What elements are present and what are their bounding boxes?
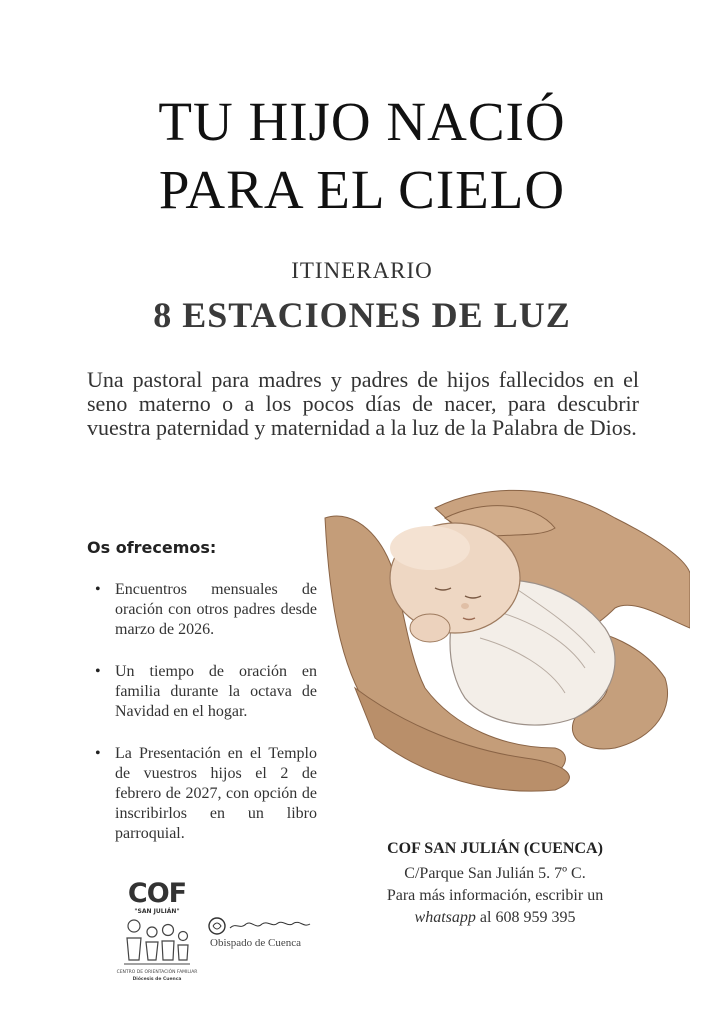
family-figures-icon	[122, 916, 192, 968]
cof-logo-text: COF	[127, 878, 187, 909]
contact-phone-line	[355, 907, 635, 929]
itinerary-heading: 8 ESTACIONES DE LUZ	[153, 295, 571, 335]
contact-info: Para más información, escribir un	[386, 887, 604, 904]
contact-address: C/Parque San Julián 5. 7º C.	[404, 865, 586, 882]
intro-paragraph: Una pastoral para madres y padres de hijos fallecidos en el seno materno o a los pocos días de nacer, para descubrir vuestra paternidad y maternidad a la luz de la Palabra de Dios.	[87, 367, 639, 440]
title-line-2: PARA EL CIELO	[158, 159, 566, 220]
poster-title	[0, 88, 724, 224]
whatsapp-word: whatsapp	[414, 909, 476, 926]
cof-logo-line2: Diócesis de Cuenca	[132, 977, 182, 982]
contact-block	[355, 838, 635, 929]
itinerary-label: ITINERARIO	[291, 258, 433, 283]
offer-item: • La Presentación en el Templo de vuestros hijos el 2 de febrero de 2027, con opción de inscribirlos en un libro parroquial.	[95, 744, 317, 844]
obispado-logo	[206, 914, 314, 954]
offers-title: Os ofrecemos:	[87, 538, 217, 557]
cof-logo	[112, 878, 202, 988]
contact-name: COF SAN JULIÁN (CUENCA)	[387, 840, 603, 857]
obispado-signature-icon	[206, 914, 314, 936]
contact-phone: al 608 959 395	[479, 909, 576, 926]
offer-item: • Un tiempo de oración en familia durante la octava de Navidad en el hogar.	[95, 662, 317, 722]
cof-logo-subtitle: "SAN JULIÁN"	[134, 908, 180, 915]
offers-list	[95, 580, 317, 866]
obispado-label: Obispado de Cuenca	[210, 937, 302, 949]
hands-holding-baby-illustration	[315, 478, 690, 798]
offer-item: • Encuentros mensuales de oración con otros padres desde marzo de 2026.	[95, 580, 317, 640]
title-line-1: TU HIJO NACIÓ	[158, 91, 566, 152]
cof-logo-line1: CENTRO DE ORIENTACIÓN FAMILIAR	[116, 970, 198, 975]
